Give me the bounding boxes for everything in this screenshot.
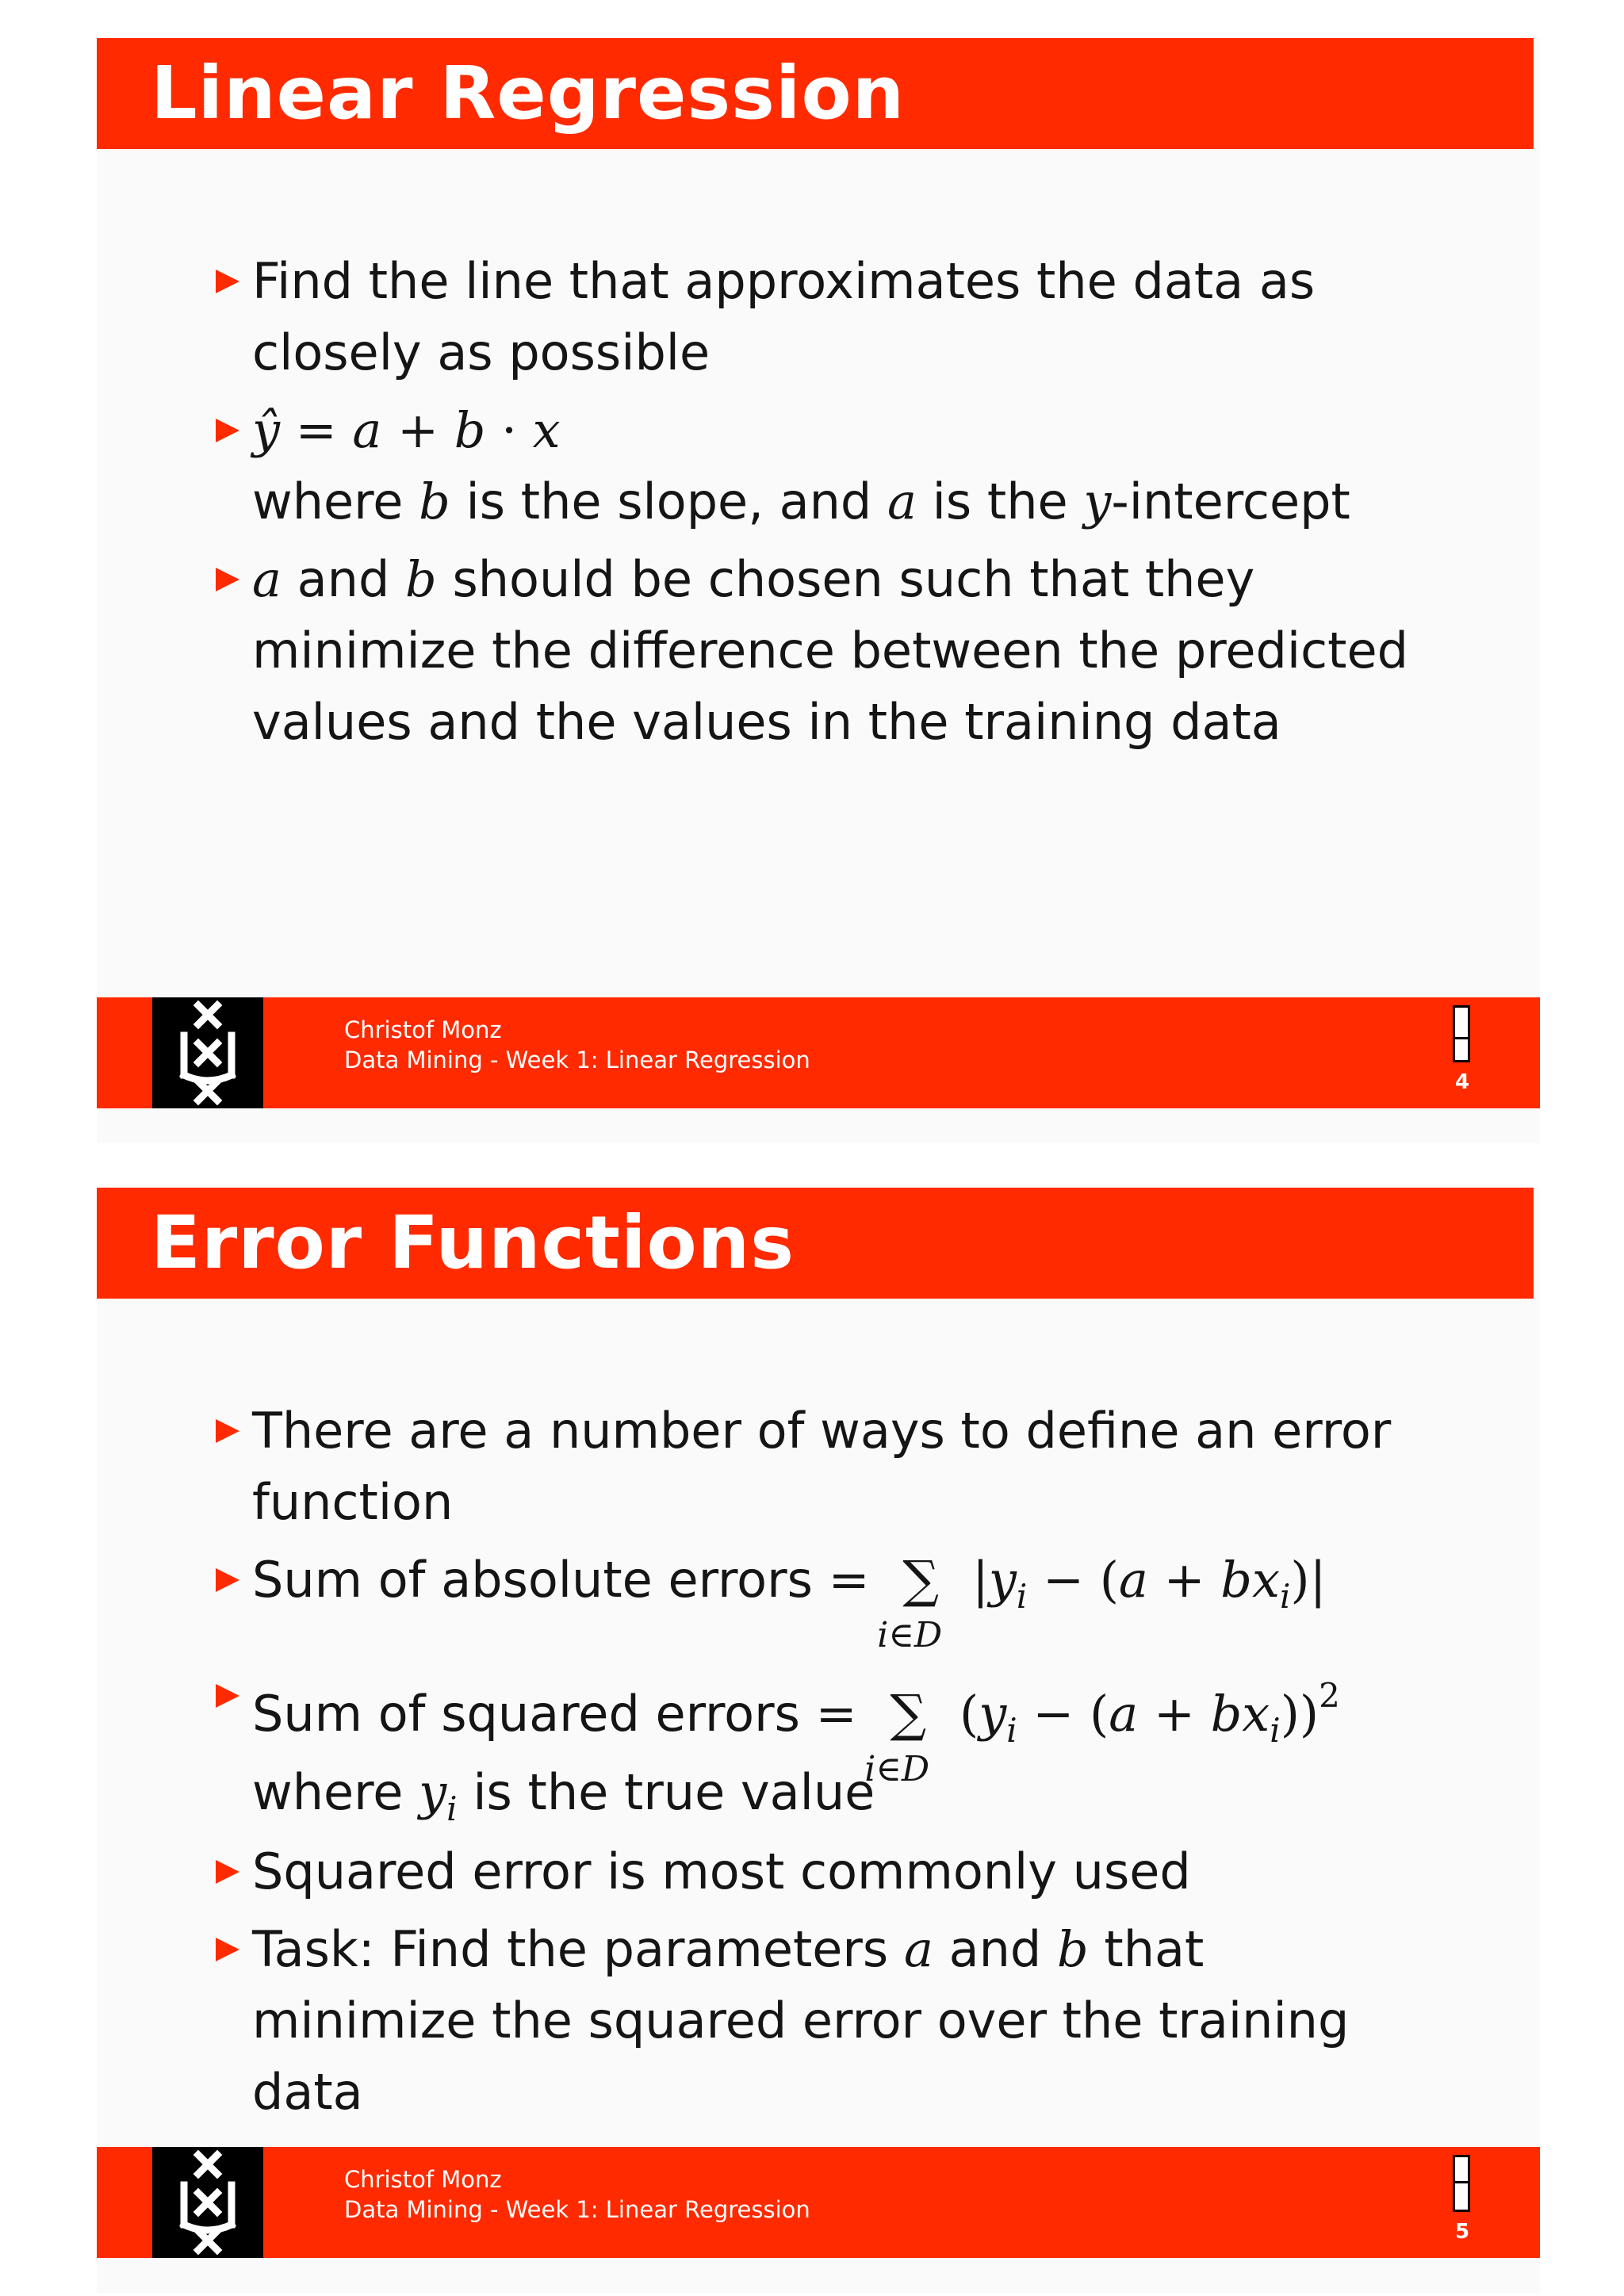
footer-course: Data Mining - Week 1: Linear Regression [344,1047,810,1073]
triangle-bullet-icon [216,1684,239,1708]
title-bar [97,38,1534,149]
footer-author: Christof Monz [344,2166,502,2193]
slide-linear-regression [97,38,1540,1143]
triangle-bullet-icon [216,568,239,591]
bullet-text: Find the line that approximates the data as [252,252,1316,310]
title-bar [97,1188,1534,1299]
triangle-bullet-icon [216,270,239,293]
bullet-text: Task: Find the parameters a and b that [252,1920,1205,1978]
triangle-bullet-icon [216,1938,239,1961]
triangle-bullet-icon [216,1568,239,1592]
slide-error-functions [97,1188,1540,2293]
bullet-text: where $y_i$ is the true value [252,1763,875,1828]
formula-squared-errors: Sum of squared errors = ∑ i∈D $(y_i - (a + bx_i))^2$ [252,1660,1340,1766]
university-logo-icon [152,997,263,1108]
sum-index: i∈D [864,1749,930,1789]
footer-bar [97,997,1540,1108]
triangle-bullet-icon [216,1419,239,1443]
page-number: 5 [1454,2220,1470,2244]
formula-linear-model: ŷ = a + b · x [252,401,561,459]
sum-index: i∈D [877,1615,943,1655]
triangle-bullet-icon [216,419,239,442]
progress-bar-icon [1453,2155,1470,2212]
footer-author: Christof Monz [344,1016,502,1043]
bullet-text: There are a number of ways to define an error [252,1402,1392,1460]
progress-bar-icon [1453,1005,1470,1062]
bullet-text: a and b should be chosen such that they [252,550,1255,608]
slide-title: Linear Regression [151,51,906,136]
bullet-text: minimize the difference between the predicted [252,622,1408,679]
bullet-text: where b is the slope, and a is the y-intercept [252,473,1350,530]
bullet-text: data [252,2063,363,2121]
bullet-text: values and the values in the training data [252,693,1281,751]
slide-title: Error Functions [151,1200,795,1285]
triangle-bullet-icon [216,1860,239,1884]
progress-fill [1455,1037,1468,1060]
page-number: 4 [1454,1070,1470,1094]
university-logo-icon [152,2147,263,2258]
formula-absolute-errors: Sum of absolute errors = ∑ i∈D $|y_i - (a + bx_i)|$ [252,1544,1326,1632]
bullet-text: function [252,1473,454,1531]
footer-bar [97,2147,1540,2258]
bullet-text: closely as possible [252,323,710,381]
progress-fill [1455,2181,1468,2210]
bullet-text: minimize the squared error over the training [252,1992,1350,2049]
bullet-text: Squared error is most commonly used [252,1843,1191,1900]
footer-course: Data Mining - Week 1: Linear Regression [344,2196,810,2223]
